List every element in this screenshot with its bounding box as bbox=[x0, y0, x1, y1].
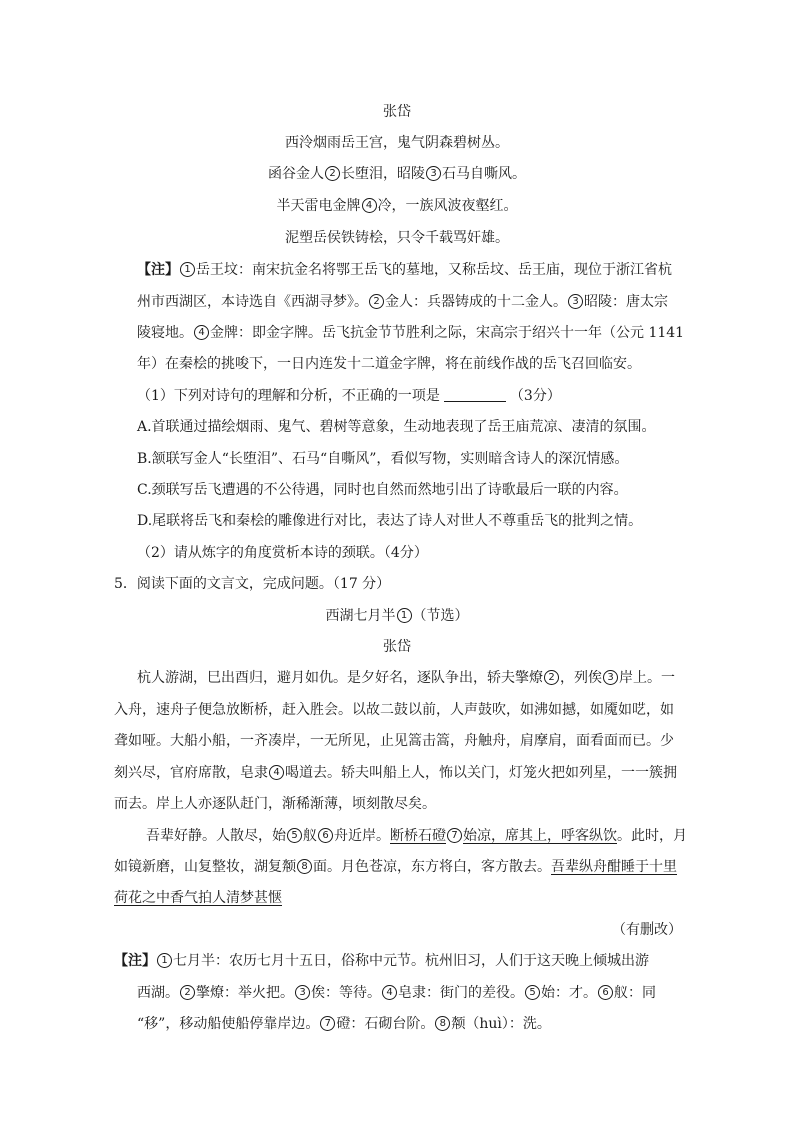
note-marker: 4 bbox=[194, 325, 209, 340]
option-b: B.颔联写金人“长堕泪”、石马“自嘶风”，看似写物，实则暗含诗人的深沉情感。 bbox=[137, 451, 629, 467]
note-marker: 5 bbox=[525, 985, 540, 1000]
poem-note-line-2: 州市西湖区，本诗选自《西湖寻梦》。 2 金人：兵器铸成的十二金人。 3 昭陵：唐太宗 bbox=[137, 294, 668, 310]
underlined-sentence: 吾辈纵舟酣睡于十里 bbox=[551, 859, 677, 875]
note-marker: 6 bbox=[318, 828, 333, 843]
essay-author: 张岱 bbox=[383, 639, 411, 655]
poem-note-line-4: 年）在秦桧的挑唆下，一日内连发十二道金字牌，将在前线作战的岳飞召回临安。 bbox=[137, 356, 641, 372]
note-marker: 6 bbox=[598, 985, 613, 1000]
essay-note-line-2: 西湖。 2 擎燎：举火把。 3 俟：等待。 4 皂隶：街门的差役。 5 始：才。 6 舣：同 bbox=[137, 985, 656, 1001]
underlined-sentence: 荷花之中香气拍人清梦甚惬 bbox=[114, 890, 282, 906]
note-marker: 1 bbox=[157, 953, 172, 968]
note-marker: 2 bbox=[369, 294, 384, 309]
essay-note-line-3: “移”，移动船使船停靠岸边。 7 磴：石砌台阶。 8 颒（huì）：洗。 bbox=[137, 1016, 551, 1032]
poem-line-1: 西泠烟雨岳王宫，鬼气阴森碧树丛。 bbox=[285, 135, 509, 151]
essay-p1-line-1: 杭人游湖，巳出酉归，避月如仇。是夕好名，逐队争出，轿夫擎燎 2 ，列俟 3 岸上。一 bbox=[137, 670, 675, 686]
note-marker: 2 bbox=[544, 670, 559, 685]
poem-note-line-3: 陵寝地。 4 金牌：即金字牌。岳飞抗金节节胜利之际，宋高宗于绍兴十一年（公元 1141 bbox=[137, 325, 685, 341]
answer-blank[interactable] bbox=[444, 387, 506, 402]
essay-p1-line-3: 聋如哑。大船小船，一齐凑岸，一无所见，止见篙击篙，舟触舟，肩摩肩，面看面而已。少 bbox=[114, 733, 674, 749]
note-marker: 7 bbox=[447, 828, 462, 843]
note-marker: 4 bbox=[382, 985, 397, 1000]
poem-author: 张岱 bbox=[383, 104, 411, 120]
essay-p2-line-3 bbox=[114, 888, 282, 908]
note-marker: 3 bbox=[568, 294, 583, 309]
note-marker: 4 bbox=[269, 765, 284, 780]
note-marker: 1 bbox=[180, 262, 195, 277]
note-marker: 7 bbox=[320, 1016, 335, 1031]
note-marker: 1 bbox=[397, 608, 412, 623]
poem-line-2: 函谷金人 2 长堕泪，昭陵 3 石马自嘶风。 bbox=[268, 166, 526, 182]
question-1-stem: （1）下列对诗句的理解和分析，不正确的一项是 （3分） bbox=[137, 388, 561, 404]
question-2-stem: （2）请从炼字的角度赏析本诗的颈联。（4分） bbox=[137, 545, 428, 561]
note-marker: 3 bbox=[295, 985, 310, 1000]
option-a: A.首联通过描绘烟雨、鬼气、碧树等意象，生动地表现了岳王庙荒凉、凄清的氛围。 bbox=[137, 419, 656, 435]
note-marker: 3 bbox=[603, 670, 618, 685]
essay-p2-line-2: 如镜新磨，山复整妆，湖复颒 8 面。月色苍凉，东方将白，客方散去。吾辈纵舟酣睡于十里 bbox=[114, 859, 677, 875]
note-marker: 8 bbox=[297, 859, 312, 874]
option-c: C.颈联写岳飞遭遇的不公待遇，同时也自然而然地引出了诗歌最后一联的内容。 bbox=[137, 482, 628, 498]
essay-title: 西湖七月半 1 （节选） bbox=[325, 608, 469, 624]
essay-note-line-1: 【注】 1 七月半：农历七月十五日，俗称中元节。杭州旧习，人们于这天晚上倾城出游 bbox=[114, 953, 649, 969]
note-marker: 4 bbox=[362, 198, 377, 213]
poem-note-line-1: 【注】 1 岳王坟：南宋抗金名将鄂王岳飞的墓地，又称岳坟、岳王庙，现位于浙江省杭 bbox=[137, 262, 672, 278]
note-marker: 2 bbox=[180, 985, 195, 1000]
essay-p2-line-1: 吾辈好静。人散尽，始 5 舣 6 舟近岸。断桥石磴 7 始凉，席其上，呼客纵饮。此时，月 bbox=[146, 828, 687, 844]
essay-p1-line-2: 入舟，速舟子便急放断桥，赶入胜会。以故二鼓以前，人声鼓吹，如沸如撼，如魇如呓，如 bbox=[114, 702, 674, 718]
note-marker: 8 bbox=[435, 1016, 450, 1031]
note-marker: 5 bbox=[287, 828, 302, 843]
essay-p1-line-4: 刻兴尽，官府席散，皂隶 4 喝道去。轿夫叫船上人，怖以关门，灯笼火把如列星，一一簇拥 bbox=[114, 765, 677, 781]
question-5-stem: 5．阅读下面的文言文，完成问题。（17 分） bbox=[114, 576, 391, 592]
edit-note: （有删改） bbox=[612, 922, 682, 938]
option-d: D.尾联将岳飞和秦桧的雕像进行对比，表达了诗人对世人不尊重岳飞的批判之情。 bbox=[137, 513, 643, 529]
essay-p1-line-5: 而去。岸上人亦逐队赶门，渐稀渐薄，顷刻散尽矣。 bbox=[114, 796, 436, 812]
poem-line-3: 半天雷电金牌 4 冷，一族风波夜壑红。 bbox=[276, 198, 518, 214]
note-marker: 2 bbox=[325, 166, 340, 181]
note-marker: 3 bbox=[426, 166, 441, 181]
poem-line-4: 泥塑岳侯铁铸桧，只令千载骂奸雄。 bbox=[285, 230, 509, 246]
underlined-sentence: 断桥石磴 7 始凉，席其上，呼客纵饮 bbox=[390, 828, 617, 844]
